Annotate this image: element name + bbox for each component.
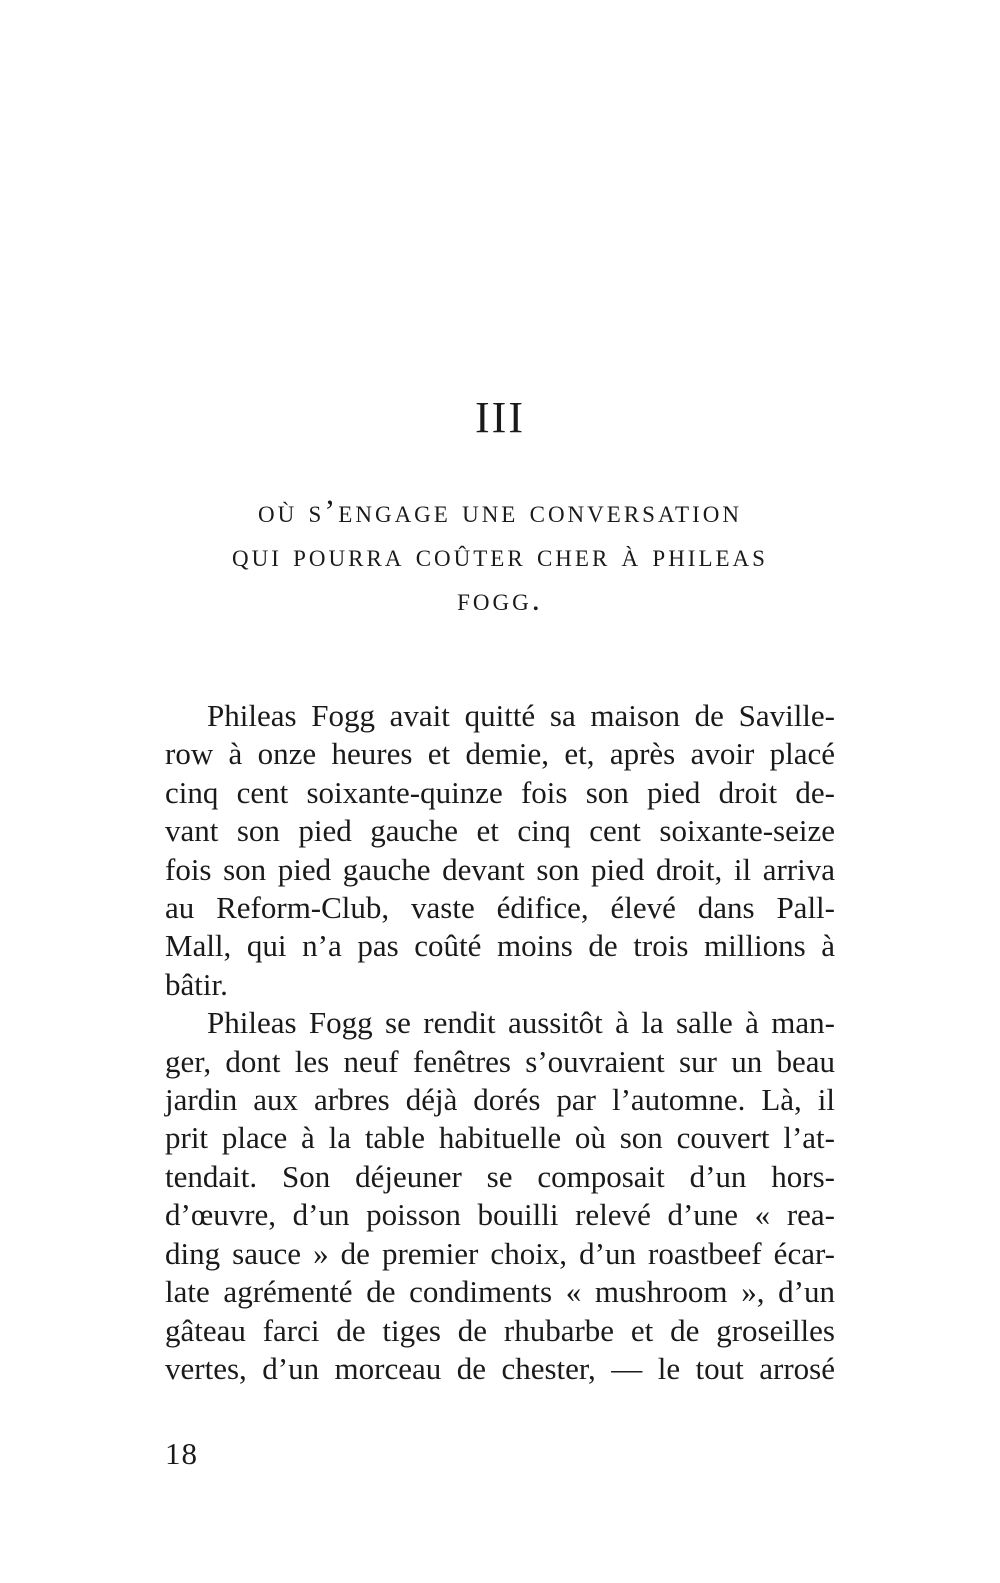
chapter-number: III: [475, 393, 525, 442]
text-line: d’œuvre, d’un poisson bouilli relevé d’une « rea-: [165, 1197, 835, 1233]
paragraph: [165, 1004, 835, 1388]
text-line: fois son pied gauche devant son pied droit, il arriva: [165, 851, 835, 887]
paragraph: [165, 697, 835, 1004]
text-line: ger, dont les neuf fenêtres s’ouvraient sur un beau: [165, 1043, 835, 1079]
text-line: gâteau farci de tiges de rhubarbe et de groseilles: [165, 1312, 835, 1348]
page-number: 18: [165, 1436, 198, 1471]
text-line: tendait. Son déjeuner se composait d’un hors-: [165, 1158, 835, 1194]
text-line: jardin aux arbres déjà dorés par l’automne. Là, il: [165, 1082, 835, 1118]
text-line: Phileas Fogg avait quitté sa maison de Saville-: [207, 698, 835, 733]
body-text: [165, 697, 835, 1388]
text-line: row à onze heures et demie, et, après avoir placé: [165, 736, 835, 772]
text-line: prit place à la table habituelle où son couvert l’at-: [165, 1120, 835, 1156]
text-line: late agrémenté de condiments « mushroom », d’un: [165, 1274, 835, 1310]
chapter-title: [150, 490, 850, 622]
text-line: bâtir.: [165, 966, 228, 1002]
chapter-title-line: qui pourra coûter cher à phileas: [232, 538, 768, 574]
text-line: Phileas Fogg se rendit aussitôt à la salle à man-: [207, 1005, 835, 1041]
text-line: ding sauce » de premier choix, d’un roastbeef écar-: [165, 1235, 835, 1271]
chapter-title-line: où s’engage une conversation: [258, 494, 742, 530]
text-line: au Reform-Club, vaste édifice, élevé dans Pall-: [165, 890, 835, 926]
text-line: cinq cent soixante-quinze fois son pied droit de-: [165, 774, 835, 810]
chapter-title-line: fogg.: [457, 582, 543, 618]
text-line: vant son pied gauche et cinq cent soixante-seize: [165, 813, 835, 849]
text-line: vertes, d’un morceau de chester, — le tout arrosé: [165, 1350, 835, 1386]
text-line: Mall, qui n’a pas coûté moins de trois millions à: [165, 928, 835, 964]
